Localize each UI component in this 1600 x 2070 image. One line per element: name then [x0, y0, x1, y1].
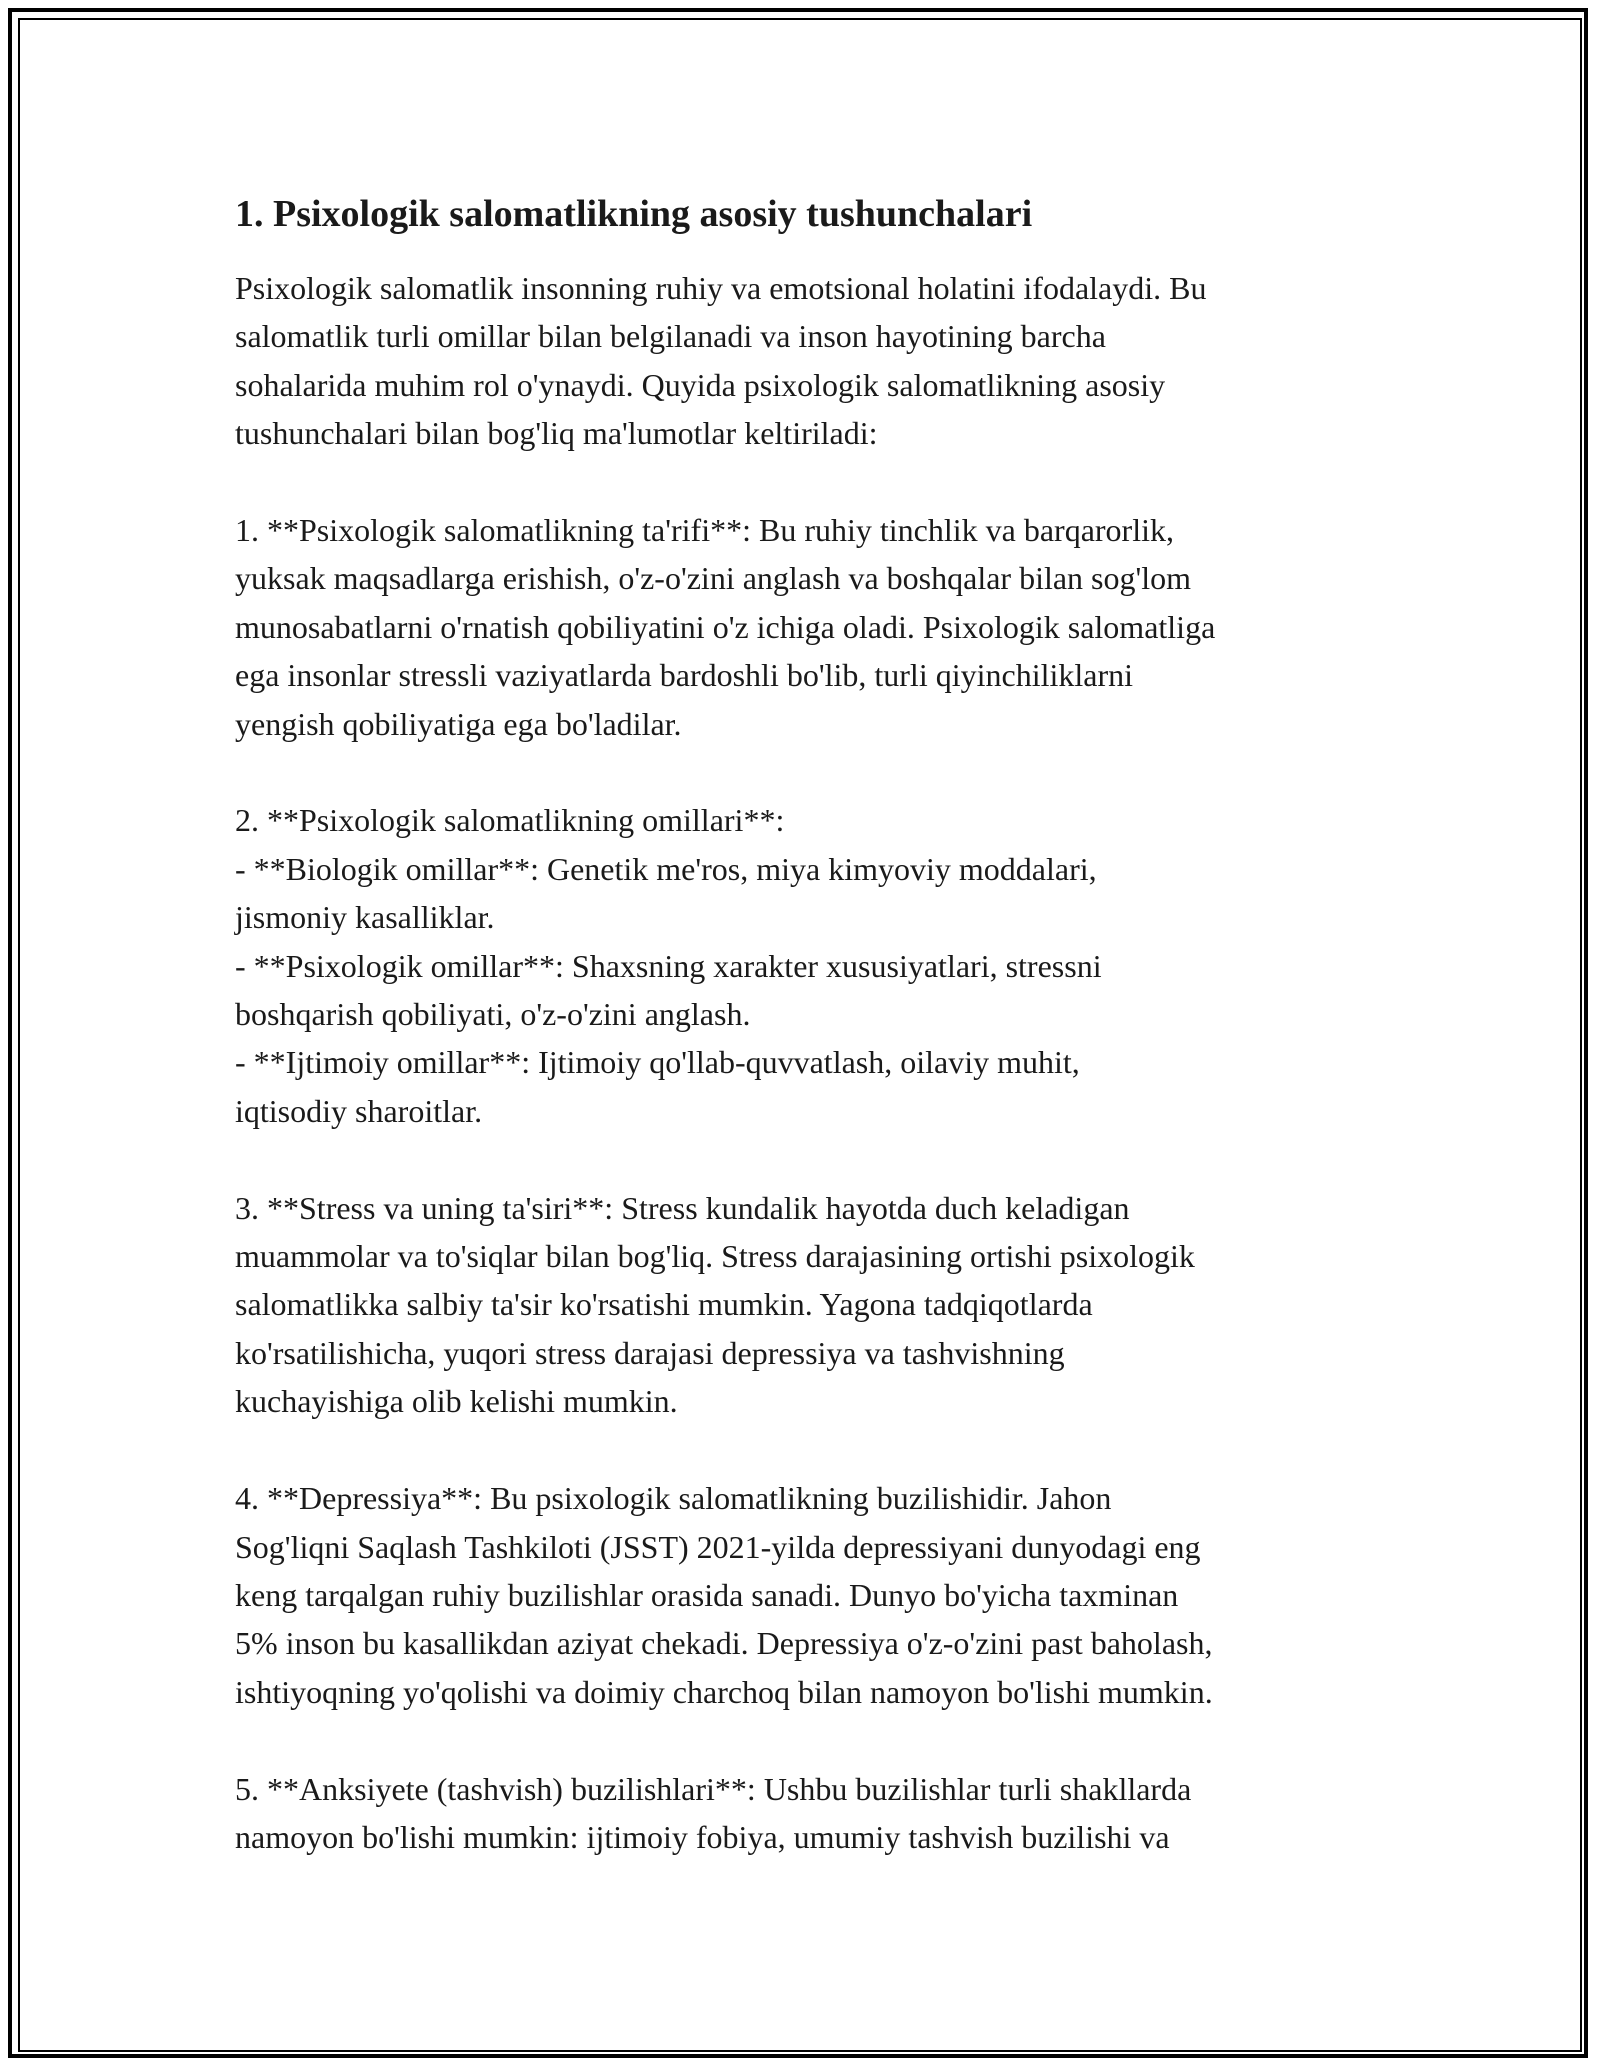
item-4-depression: 4. **Depressiya**: Bu psixologik salomatlikning buzilishidir. Jahon Sog'liqni Saqlash Tashkiloti (JSST) 2021-yilda depressiyani dunyodagi eng keng tarqalgan ruhiy buzilishlar orasida sanadi. Dunyo bo'yicha taxminan 5% inson bu kasallikdan aziyat chekadi. Depressiya o'z-o'zini past baholash, ishtiyoqning yo'qolishi va doimiy charchoq bilan namoyon bo'lishi mumkin.	[235, 1480, 1213, 1710]
paragraph-spacer	[235, 458, 1375, 506]
item-2-bullet-social: - **Ijtimoiy omillar**: Ijtimoiy qo'llab-quvvatlash, oilaviy muhit, iqtisodiy sharoitlar.	[235, 1044, 1080, 1129]
document-body	[235, 190, 1375, 1861]
item-1-definition: 1. **Psixologik salomatlikning ta'rifi**: Bu ruhiy tinchlik va barqarorlik, yuksak maqsadlarga erishish, o'z-o'zini anglash va boshqalar bilan sog'lom munosabatlarni o'rnatish qobiliyatini o'z ichiga oladi. Psixologik salomatliga ega insonlar stressli vaziyatlarda bardoshli bo'lib, turli qiyinchiliklarni yengish qobiliyatiga ega bo'ladilar.	[235, 512, 1216, 742]
item-2-bullet-biological: - **Biologik omillar**: Genetik me'ros, miya kimyoviy moddalari, jismoniy kasalliklar.	[235, 850, 1097, 936]
intro-paragraph: Psixologik salomatlik insonning ruhiy va emotsional holatini ifodalaydi. Bu salomatlik turli omillar bilan belgilanadi va inson hayotining barcha sohalarida muhim rol o'ynaydi. Quyida psixologik salomatlikning asosiy tushunchalari bilan bog'liq ma'lumotlar keltiriladi:	[235, 270, 1207, 452]
paragraph-spacer	[235, 1135, 1375, 1183]
document-title: 1. Psixologik salomatlikning asosiy tushunchalari	[235, 193, 1033, 235]
item-2-bullet-psychological: - **Psixologik omillar**: Shaxsning xarakter xususiyatlari, stressni boshqarish qobiliyati, o'z-o'zini anglash.	[235, 947, 1102, 1033]
paragraph-spacer	[235, 1426, 1375, 1474]
paragraph-spacer	[235, 748, 1375, 796]
item-2-heading: 2. **Psixologik salomatlikning omillari**:	[235, 802, 785, 839]
item-3-stress: 3. **Stress va uning ta'siri**: Stress kundalik hayotda duch keladigan muammolar va to'siqlar bilan bog'liq. Stress darajasining ortishi psixologik salomatlikka salbiy ta'sir ko'rsatishi mumkin. Yagona tadqiqotlarda ko'rsatilishicha, yuqori stress darajasi depressiya va tashvishning kuchayishiga olib kelishi mumkin.	[235, 1189, 1195, 1420]
item-5-anxiety: 5. **Anksiyete (tashvish) buzilishlari**: Ushbu buzilishlar turli shakllarda namoyon bo'lishi mumkin: ijtimoiy fobiya, umumiy tashvish buzilishi va	[235, 1770, 1192, 1855]
paragraph-spacer	[235, 1716, 1375, 1764]
